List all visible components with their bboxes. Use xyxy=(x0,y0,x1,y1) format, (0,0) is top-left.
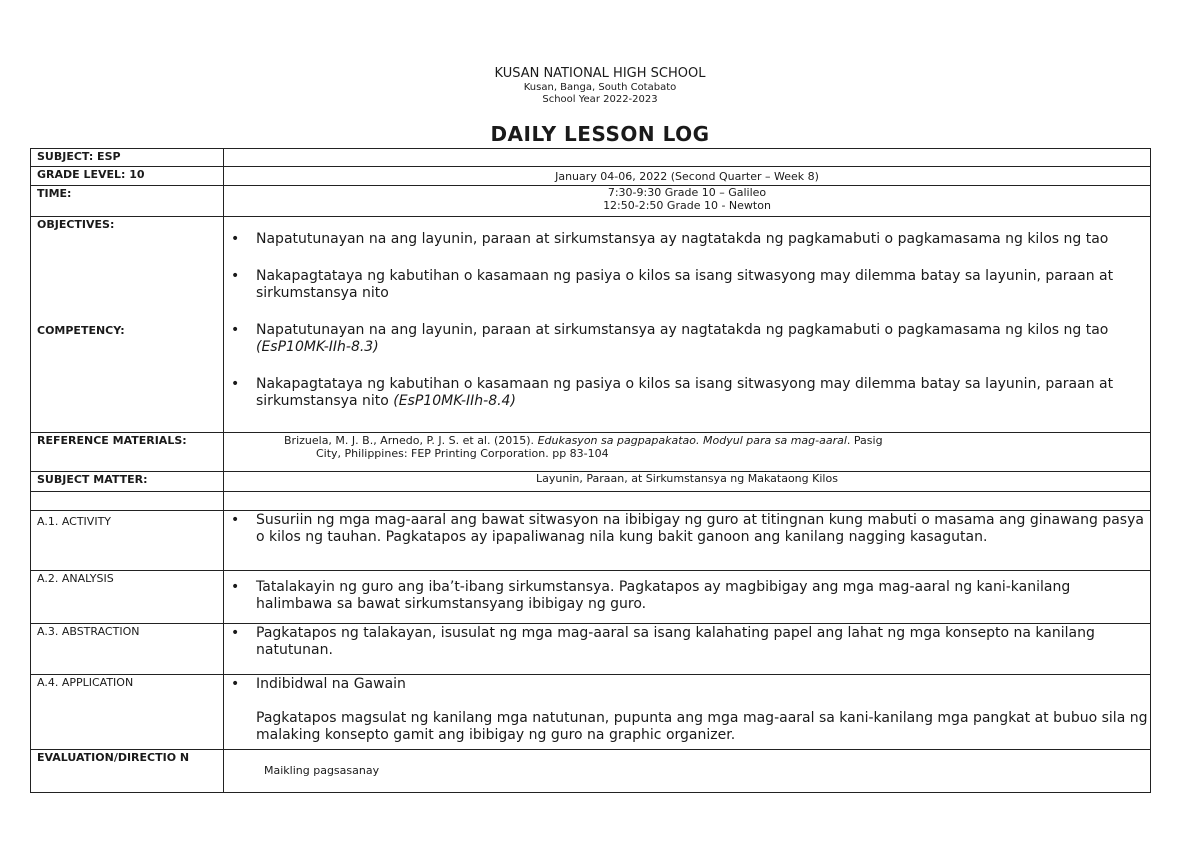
time-line-1: 7:30-9:30 Grade 10 – Galileo xyxy=(607,186,767,199)
row-abstraction xyxy=(31,624,1151,675)
row-time xyxy=(31,186,1151,217)
analysis-item: • Tatalakayin ng guro ang iba’t-ibang sirkumstansya. Pagkatapos ay magbibigay ang mga mag-aaral ng kani-kanilang halimbawa sa bawat sirkumstansyang ibibigay ng guro. xyxy=(256,579,1150,613)
subject-matter-value: Layunin, Paraan, at Sirkumstansya ng Makataong Kilos xyxy=(224,472,1151,492)
row-application xyxy=(31,675,1151,750)
application-label: A.4. APPLICATION xyxy=(31,675,224,750)
competency-code: (EsP10MK-IIh-8.4) xyxy=(393,393,516,409)
competency-text: Nakapagtataya ng kabutihan o kasamaan ng pasiya o kilos sa isang sitwasyong may dilemma batay sa layunin, paraan at sirkumstansya nito xyxy=(256,376,1114,409)
analysis-list xyxy=(224,579,1150,613)
row-analysis xyxy=(31,571,1151,624)
spacer-value xyxy=(224,492,1151,511)
abstraction-label: A.3. ABSTRACTION xyxy=(31,624,224,675)
reference-authors: Brizuela, M. J. B., Arnedo, P. J. S. et al. (2015). xyxy=(284,434,538,447)
spacer-label xyxy=(31,492,224,511)
reference-rest: . Pasig xyxy=(846,434,883,447)
row-grade xyxy=(31,167,1151,186)
row-reference xyxy=(31,433,1151,472)
activity-item: • Susuriin ng mga mag-aaral ang bawat sitwasyon na ibibigay ng guro at titingnan kung mabuti o masama ang ginawang pasya o kilos ng tauhan. Pagkatapos ay ipapaliwanag nila kung bakit ganoon ang kanilang nagging kasagutan. xyxy=(256,512,1150,546)
objective-item: • Nakapagtataya ng kabutihan o kasamaan ng pasiya o kilos sa isang sitwasyong may dilemma batay sa layunin, paraan at sirkumstansya nito xyxy=(256,268,1150,302)
lesson-log-table xyxy=(30,148,1151,793)
school-year: School Year 2022-2023 xyxy=(542,94,658,105)
application-value xyxy=(224,675,1151,750)
objectives-label-cell xyxy=(31,217,224,433)
reference-label: REFERENCE MATERIALS: xyxy=(31,433,224,472)
row-activity xyxy=(31,511,1151,571)
time-line-2: 12:50-2:50 Grade 10 - Newton xyxy=(603,199,771,212)
school-header xyxy=(0,66,1200,106)
row-subject-matter xyxy=(31,472,1151,492)
page-title: DAILY LESSON LOG xyxy=(490,122,710,146)
competency-text: Napatutunayan na ang layunin, paraan at sirkumstansya ay nagtatakda ng pagkamabuti o pagkamasama ng kilos ng tao xyxy=(256,322,1109,338)
row-objectives xyxy=(31,217,1151,433)
objectives-value xyxy=(224,217,1151,433)
activity-value xyxy=(224,511,1151,571)
subject-label: SUBJECT: ESP xyxy=(31,149,224,167)
reference-line-1 xyxy=(224,434,1150,447)
time-value xyxy=(224,186,1151,217)
competency-label: COMPETENCY: xyxy=(37,324,125,337)
time-label: TIME: xyxy=(31,186,224,217)
activity-list xyxy=(224,512,1150,546)
application-list xyxy=(224,676,1150,693)
abstraction-value xyxy=(224,624,1151,675)
objective-item: • Napatutunayan na ang layunin, paraan at sirkumstansya ay nagtatakda ng pagkamabuti o pagkamasama ng kilos ng tao xyxy=(256,231,1150,248)
school-name: KUSAN NATIONAL HIGH SCHOOL xyxy=(494,66,706,81)
application-item: • Indibidwal na Gawain xyxy=(256,676,1150,693)
reference-book: Edukasyon sa pagpapakatao. Modyul para sa mag-aaral xyxy=(537,434,847,447)
row-evaluation xyxy=(31,750,1151,793)
objectives-list xyxy=(224,231,1150,302)
school-address: Kusan, Banga, South Cotabato xyxy=(523,82,677,93)
analysis-label: A.2. ANALYSIS xyxy=(31,571,224,624)
subject-value xyxy=(224,149,1151,167)
competency-list xyxy=(224,322,1150,410)
competency-code: (EsP10MK-IIh-8.3) xyxy=(256,339,379,355)
evaluation-label: EVALUATION/DIRECTIO N xyxy=(31,750,224,793)
grade-value: January 04-06, 2022 (Second Quarter – Week 8) xyxy=(224,167,1151,186)
competency-item xyxy=(256,322,1150,356)
objectives-label: OBJECTIVES: xyxy=(37,218,115,231)
abstraction-list xyxy=(224,625,1150,659)
abstraction-item: • Pagkatapos ng talakayan, isusulat ng mga mag-aaral sa isang kalahating papel ang lahat ng mga konsepto na kanilang natutunan. xyxy=(256,625,1150,659)
competency-item xyxy=(256,376,1150,410)
subject-matter-label: SUBJECT MATTER: xyxy=(31,472,224,492)
reference-value xyxy=(224,433,1151,472)
row-subject xyxy=(31,149,1151,167)
activity-label: A.1. ACTIVITY xyxy=(31,511,224,571)
grade-label: GRADE LEVEL: 10 xyxy=(31,167,224,186)
analysis-value xyxy=(224,571,1151,624)
reference-line-2: City, Philippines: FEP Printing Corporation. pp 83-104 xyxy=(316,447,609,460)
row-spacer xyxy=(31,492,1151,511)
evaluation-value: Maikling pagsasanay xyxy=(224,750,1151,793)
application-text: Pagkatapos magsulat ng kanilang mga natutunan, pupunta ang mga mag-aaral sa kani-kanilang mga pangkat at bubuo sila ng malaking konsepto gamit ang ibibigay ng guro na graphic organizer. xyxy=(256,710,1148,743)
